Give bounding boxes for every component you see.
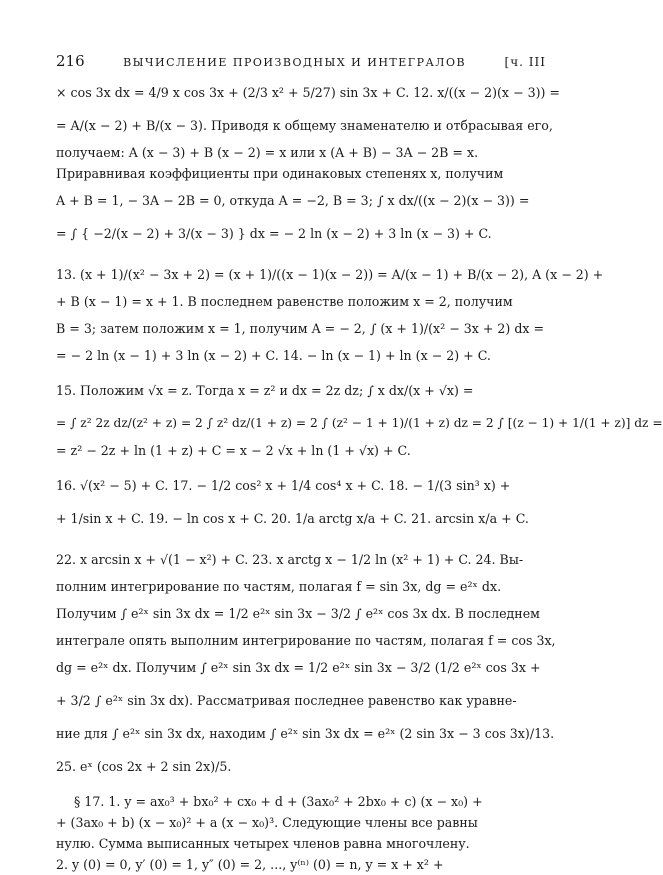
text-line: = ∫ z² 2z dz/(z² + z) = 2 ∫ z² dz/(1 + z) = 2 ∫ (z² − 1 + 1)/(1 + z) dz = 2 ∫ [(z − 1) + 1/(1 + z)] dz = bbox=[56, 416, 663, 430]
text-line: 16. √(x² − 5) + C. 17. − 1/2 cos² x + 1/4 cos⁴ x + C. 18. − 1/(3 sin³ x) + bbox=[56, 478, 511, 493]
running-title: ВЫЧИСЛЕНИЕ ПРОИЗВОДНЫХ И ИНТЕГРАЛОВ bbox=[123, 56, 467, 69]
running-header bbox=[56, 52, 546, 70]
text-line: + B (x − 1) = x + 1. В последнем равенстве положим x = 2, получим bbox=[56, 294, 513, 309]
text-line: = A/(x − 2) + B/(x − 3). Приводя к общему знаменателю и отбрасывая его, bbox=[56, 118, 553, 133]
text-line: 15. Положим √x = z. Тогда x = z² и dx = 2z dz; ∫ x dx/(x + √x) = bbox=[56, 383, 474, 398]
text-line: 25. eˣ (cos 2x + 2 sin 2x)/5. bbox=[56, 759, 232, 774]
text-line: = z² − 2z + ln (1 + z) + C = x − 2 √x + ln (1 + √x) + C. bbox=[56, 443, 411, 458]
text-line: dg = e²ˣ dx. Получим ∫ e²ˣ sin 3x dx = 1/2 e²ˣ sin 3x − 3/2 (1/2 e²ˣ cos 3x + bbox=[56, 660, 541, 675]
chapter-label: [ч. III bbox=[504, 55, 546, 69]
text-line: 22. x arcsin x + √(1 − x²) + C. 23. x arctg x − 1/2 ln (x² + 1) + C. 24. Вы- bbox=[56, 552, 524, 567]
text-line: полним интегрирование по частям, полагая f = sin 3x, dg = e²ˣ dx. bbox=[56, 579, 502, 594]
text-line: × cos 3x dx = 4/9 x cos 3x + (2/3 x² + 5/27) sin 3x + C. 12. x/((x − 2)(x − 3)) = bbox=[56, 85, 560, 100]
text-line: получаем: A (x − 3) + B (x − 2) = x или x (A + B) − 3A − 2B = x. bbox=[56, 145, 479, 160]
text-line: Получим ∫ e²ˣ sin 3x dx = 1/2 e²ˣ sin 3x − 3/2 ∫ e²ˣ cos 3x dx. В последнем bbox=[56, 606, 540, 621]
text-line: 2. y (0) = 0, y′ (0) = 1, y″ (0) = 2, ..., y⁽ⁿ⁾ (0) = n, y = x + x² + bbox=[56, 857, 444, 872]
page-number: 216 bbox=[56, 52, 85, 70]
text-line: ние для ∫ e²ˣ sin 3x dx, находим ∫ e²ˣ sin 3x dx = e²ˣ (2 sin 3x − 3 cos 3x)/13. bbox=[56, 726, 555, 741]
text-line: = − 2 ln (x − 1) + 3 ln (x − 2) + C. 14. − ln (x − 1) + ln (x − 2) + C. bbox=[56, 348, 491, 363]
page-body bbox=[56, 76, 663, 875]
text-line: 13. (x + 1)/(x² − 3x + 2) = (x + 1)/((x − 1)(x − 2)) = A/(x − 1) + B/(x − 2), A (x − 2) + bbox=[56, 267, 604, 282]
text-line: § 17. 1. y = ax₀³ + bx₀² + cx₀ + d + (3ax₀² + 2bx₀ + c) (x − x₀) + bbox=[74, 794, 483, 809]
text-line: = ∫ { −2/(x − 2) + 3/(x − 3) } dx = − 2 ln (x − 2) + 3 ln (x − 3) + C. bbox=[56, 226, 492, 241]
book-page bbox=[56, 52, 663, 875]
text-line: + 3/2 ∫ e²ˣ sin 3x dx). Рассматривая последнее равенство как уравне- bbox=[56, 693, 517, 708]
text-line: + 1/sin x + C. 19. − ln cos x + C. 20. 1/a arctg x/a + C. 21. arcsin x/a + C. bbox=[56, 511, 529, 526]
text-line: + (3ax₀ + b) (x − x₀)² + a (x − x₀)³. Следующие члены все равны bbox=[56, 815, 478, 830]
text-line: Приравнивая коэффициенты при одинаковых степенях x, получим bbox=[56, 166, 504, 181]
text-line: интеграле опять выполним интегрирование по частям, полагая f = cos 3x, bbox=[56, 633, 556, 648]
text-line: B = 3; затем положим x = 1, получим A = − 2, ∫ (x + 1)/(x² − 3x + 2) dx = bbox=[56, 321, 545, 336]
text-line: нулю. Сумма выписанных четырех членов равна многочлену. bbox=[56, 836, 470, 851]
text-line: A + B = 1, − 3A − 2B = 0, откуда A = −2, B = 3; ∫ x dx/((x − 2)(x − 3)) = bbox=[56, 193, 530, 208]
